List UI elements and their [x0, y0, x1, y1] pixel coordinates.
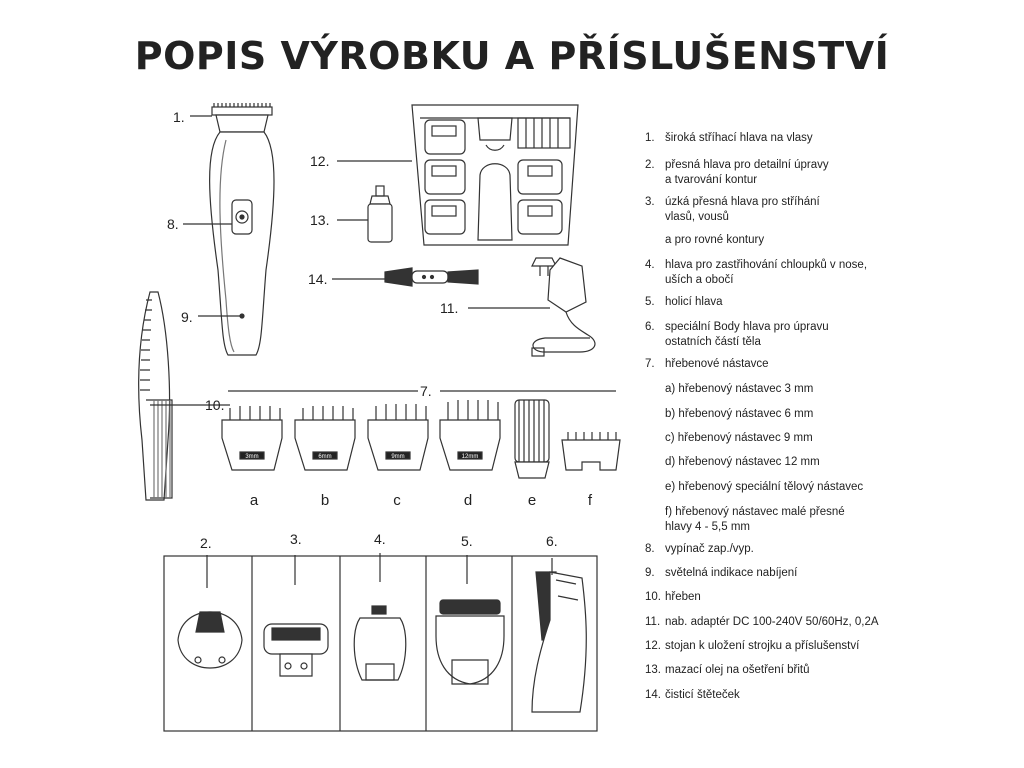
legend-item-text	[665, 258, 1015, 288]
legend-item-text	[665, 407, 1015, 422]
legend-item-line: speciální Body hlava pro úpravu	[665, 321, 829, 333]
legend-item-number: 9.	[645, 567, 655, 579]
legend-item-line: hlava pro zastřihování chloupků v nose,	[665, 259, 868, 271]
size-label-c: 9mm	[391, 454, 405, 460]
comb-attachment-c	[368, 404, 428, 470]
legend-item-number: 4.	[645, 259, 655, 271]
legend-item-text	[665, 195, 1015, 225]
legend-item-line: vlasů, vousů	[665, 211, 729, 223]
legend-item-text	[665, 542, 1015, 557]
power-adapter	[532, 258, 595, 356]
legend-item-line: d) hřebenový nástavec 12 mm	[665, 456, 820, 468]
callout-14: 14.	[308, 271, 328, 287]
legend-item-text	[665, 357, 1015, 372]
legend-item-line: c) hřebenový nástavec 9 mm	[665, 432, 813, 444]
legend-item-line: vypínač zap./vyp.	[665, 543, 754, 555]
legend-item-number: 13.	[645, 664, 661, 676]
legend-item-number: 11.	[645, 616, 661, 628]
legend-item-text	[665, 455, 1015, 470]
legend-item-text	[665, 431, 1015, 446]
legend-item-text	[665, 615, 1015, 630]
legend-item-line: a tvarování kontur	[665, 174, 758, 186]
callout-9: 9.	[181, 309, 193, 325]
callout-2: 2.	[200, 535, 212, 551]
legend-item-line: čisticí štěteček	[665, 689, 740, 701]
legend-item-number: 8.	[645, 543, 655, 555]
legend-item-number: 10.	[645, 591, 661, 603]
legend-item-line: ostatních částí těla	[665, 336, 761, 348]
shaver-head-5	[436, 600, 504, 684]
callout-12: 12.	[310, 153, 330, 169]
oil-bottle	[368, 186, 392, 242]
callout-5: 5.	[461, 533, 473, 549]
callout-1: 1.	[173, 109, 185, 125]
legend-item-line: b) hřebenový nástavec 6 mm	[665, 408, 814, 420]
legend-item-line: světelná indikace nabíjení	[665, 567, 798, 579]
comb-letter-b: b	[320, 492, 330, 509]
callout-11: 11.	[440, 300, 459, 316]
legend-item-line: hlavy 4 - 5,5 mm	[665, 521, 750, 533]
legend-item-number: 5.	[645, 296, 655, 308]
cleaning-brush	[385, 268, 478, 286]
legend-item-line: přesná hlava pro detailní úpravy	[665, 159, 829, 171]
callout-8: 8.	[167, 216, 179, 232]
size-label-a: 3mm	[245, 454, 259, 460]
legend-item-line: široká stříhací hlava na vlasy	[665, 132, 813, 144]
legend-item-number: 6.	[645, 321, 655, 333]
legend-item-line: stojan k uložení strojku a příslušenství	[665, 640, 860, 652]
comb-attachment-b	[295, 406, 355, 470]
size-label-b: 6mm	[318, 454, 332, 460]
legend-item-text	[665, 663, 1015, 678]
page-title: POPIS VÝROBKU A PŘÍSLUŠENSTVÍ	[134, 34, 890, 78]
legend-item-line: hřeben	[665, 591, 701, 603]
comb-letter-a: a	[249, 492, 259, 509]
legend-item-line: a pro rovné kontury	[665, 234, 765, 246]
comb-letter-e: e	[527, 492, 537, 509]
legend-item-text	[665, 320, 1015, 350]
legend-item-text	[665, 158, 1015, 188]
legend-item-line: f) hřebenový nástavec malé přesné	[665, 506, 845, 518]
legend-item-line: mazací olej na ošetření břitů	[665, 664, 810, 676]
comb-attachment-e	[515, 400, 549, 478]
legend-item-text	[665, 480, 1015, 495]
legend-item-number: 2.	[645, 159, 655, 171]
legend-item-text	[665, 688, 1015, 703]
legend-item-line: uších a obočí	[665, 274, 734, 286]
precision-head-2	[178, 612, 242, 668]
comb-letter-f: f	[587, 492, 593, 509]
comb-attachment-a	[222, 406, 282, 470]
callout-4: 4.	[374, 531, 386, 547]
callout-7: 7.	[420, 383, 432, 399]
legend-item-text	[665, 505, 1015, 535]
legend-item-text	[665, 566, 1015, 581]
legend-item-text	[665, 639, 1015, 654]
size-label-d: 12mm	[461, 454, 479, 460]
legend-item-line: e) hřebenový speciální tělový nástavec	[665, 481, 864, 493]
callout-6: 6.	[546, 533, 558, 549]
legend-item-line: nab. adaptér DC 100-240V 50/60Hz, 0,2A	[665, 616, 879, 628]
callout-10: 10.	[205, 397, 225, 413]
comb-letter-c: c	[393, 492, 401, 509]
legend-item-number: 7.	[645, 358, 655, 370]
charging-stand	[412, 105, 578, 245]
legend-item-line: holicí hlava	[665, 296, 723, 308]
legend-item-line: a) hřebenový nástavec 3 mm	[665, 383, 814, 395]
legend-item-number: 14.	[645, 689, 661, 701]
legend-item-line: úzká přesná hlava pro stříhání	[665, 196, 820, 208]
legend-item-text	[665, 233, 1015, 248]
legend-item-text	[665, 382, 1015, 397]
comb-attachment-f	[562, 432, 620, 470]
legend-item-text	[665, 590, 1015, 605]
legend-item-text	[665, 295, 1015, 310]
legend-item-number: 1.	[645, 132, 655, 144]
legend-item-number: 12.	[645, 640, 661, 652]
callout-3: 3.	[290, 531, 302, 547]
comb-letter-d: d	[463, 492, 473, 509]
callout-13: 13.	[310, 212, 330, 228]
legend-item-line: hřebenové nástavce	[665, 358, 769, 370]
trimmer-body	[210, 103, 274, 355]
legend-item-number: 3.	[645, 196, 655, 208]
legend-item-text	[665, 131, 1015, 146]
comb	[139, 292, 172, 500]
